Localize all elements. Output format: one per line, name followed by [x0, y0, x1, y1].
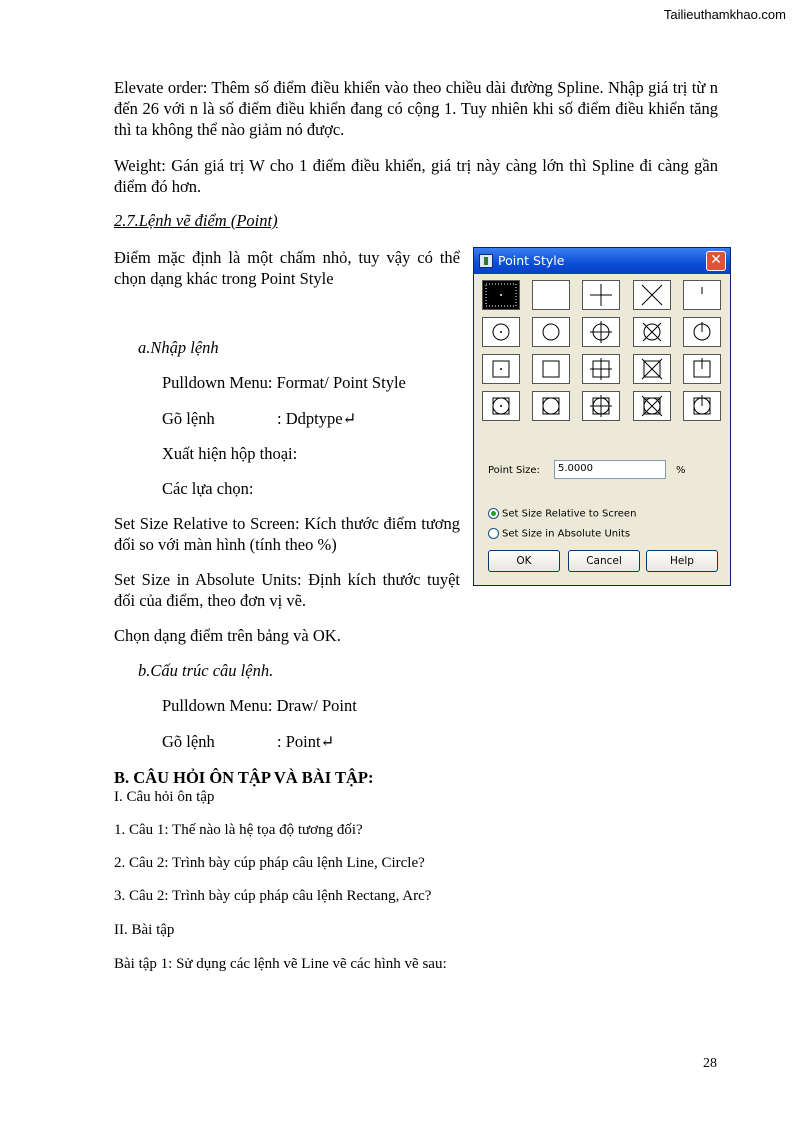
style-circle-plus[interactable] [582, 317, 620, 347]
radio-relative[interactable] [488, 508, 499, 519]
style-plus[interactable] [582, 280, 620, 310]
style-circle-x[interactable] [633, 317, 671, 347]
command-a-value: : Ddptype↵ [277, 409, 357, 428]
subsection-b: b.Cấu trúc câu lệnh. [138, 661, 274, 680]
style-square-x[interactable] [633, 354, 671, 384]
watermark: Tailieuthamkhao.com [663, 7, 786, 22]
paragraph-weight: Weight: Gán giá trị W cho 1 điểm điều khiển, giá trị này càng lớn thì Spline đi càng gần điểm đó hơn. [114, 156, 718, 196]
style-circle-square-plus[interactable] [582, 391, 620, 421]
menu-a: Pulldown Menu: Format/ Point Style [162, 373, 406, 392]
command-b [162, 731, 462, 752]
cancel-button[interactable]: Cancel [568, 550, 640, 572]
help-button[interactable]: Help [646, 550, 718, 572]
radio-absolute[interactable] [488, 528, 499, 539]
page-number: 28 [703, 1056, 717, 1071]
radio-absolute-row[interactable] [488, 528, 630, 540]
section-title: 2.7.Lệnh vẽ điểm (Point) [114, 211, 278, 230]
style-circle-square-dot[interactable] [482, 391, 520, 421]
percent-label: % [676, 465, 686, 476]
radio-relative-row[interactable] [488, 508, 636, 520]
style-circle-square-tick[interactable] [683, 391, 721, 421]
paragraph-absolute: Set Size in Absolute Units: Định kích thước tuyệt đối của điểm, theo đơn vị vẽ. [114, 570, 460, 610]
question-2: 2. Câu 2: Trình bày cúp pháp câu lệnh Line, Circle? [114, 855, 425, 871]
paragraph-choose: Chọn dạng điểm trên bảng và OK. [114, 626, 341, 645]
style-circle-square-x[interactable] [633, 391, 671, 421]
style-circle[interactable] [532, 317, 570, 347]
dialog-appears: Xuất hiện hộp thoại: [162, 444, 298, 463]
style-square-tick[interactable] [683, 354, 721, 384]
radio-absolute-label: Set Size in Absolute Units [502, 528, 631, 540]
style-none[interactable] [532, 280, 570, 310]
command-b-label: Gõ lệnh [162, 732, 215, 751]
point-size-label: Point Size: [488, 465, 540, 476]
style-circle-square[interactable] [532, 391, 570, 421]
point-size-input[interactable]: 5.0000 [554, 460, 666, 479]
heading-b: B. CÂU HỎI ÔN TẬP VÀ BÀI TẬP: [114, 768, 374, 787]
style-square-plus[interactable] [582, 354, 620, 384]
paragraph-elevate-order: Elevate order: Thêm số điểm điều khiển vào theo chiều dài đường Spline. Nhập giá trị từ n đến 26 với n là số điểm điều khiển đang có cộng 1. Tuy nhiên khi số điểm điều khiển tăng thì ta không thể nào giảm nó được. [114, 78, 718, 139]
dialog-titlebar[interactable] [474, 248, 730, 274]
dialog-title: Point Style [498, 253, 565, 268]
radio-relative-label: Set Size Relative to Screen [502, 508, 637, 520]
app-icon [479, 254, 493, 268]
style-square-dot[interactable] [482, 354, 520, 384]
style-x[interactable] [633, 280, 671, 310]
command-a [162, 408, 462, 429]
point-style-grid [482, 280, 724, 422]
options-label: Các lựa chọn: [162, 479, 254, 498]
question-1: 1. Câu 1: Thế nào là hệ tọa độ tương đối? [114, 822, 363, 838]
subsection-a: a.Nhập lệnh [138, 338, 219, 357]
close-button[interactable]: ✕ [706, 251, 726, 271]
review-title: I. Câu hỏi ôn tập [114, 789, 215, 805]
style-square[interactable] [532, 354, 570, 384]
point-style-dialog [473, 247, 731, 586]
command-a-label: Gõ lệnh [162, 409, 215, 428]
style-tick[interactable] [683, 280, 721, 310]
style-dot[interactable] [482, 280, 520, 310]
paragraph-relative: Set Size Relative to Screen: Kích thước điểm tương đối so với màn hình (tính theo %) [114, 514, 460, 554]
style-circle-dot[interactable] [482, 317, 520, 347]
command-b-value: : Point↵ [277, 732, 335, 751]
question-3: 3. Câu 2: Trình bày cúp pháp câu lệnh Rectang, Arc? [114, 888, 432, 904]
style-circle-tick[interactable] [683, 317, 721, 347]
exercise-1: Bài tập 1: Sử dụng các lệnh vẽ Line vẽ các hình vẽ sau: [114, 956, 447, 972]
exercise-title: II. Bài tập [114, 922, 175, 938]
menu-b: Pulldown Menu: Draw/ Point [162, 696, 357, 715]
paragraph-intro: Điểm mặc định là một chấm nhỏ, tuy vậy có thể chọn dạng khác trong Point Style [114, 248, 460, 288]
ok-button[interactable]: OK [488, 550, 560, 572]
